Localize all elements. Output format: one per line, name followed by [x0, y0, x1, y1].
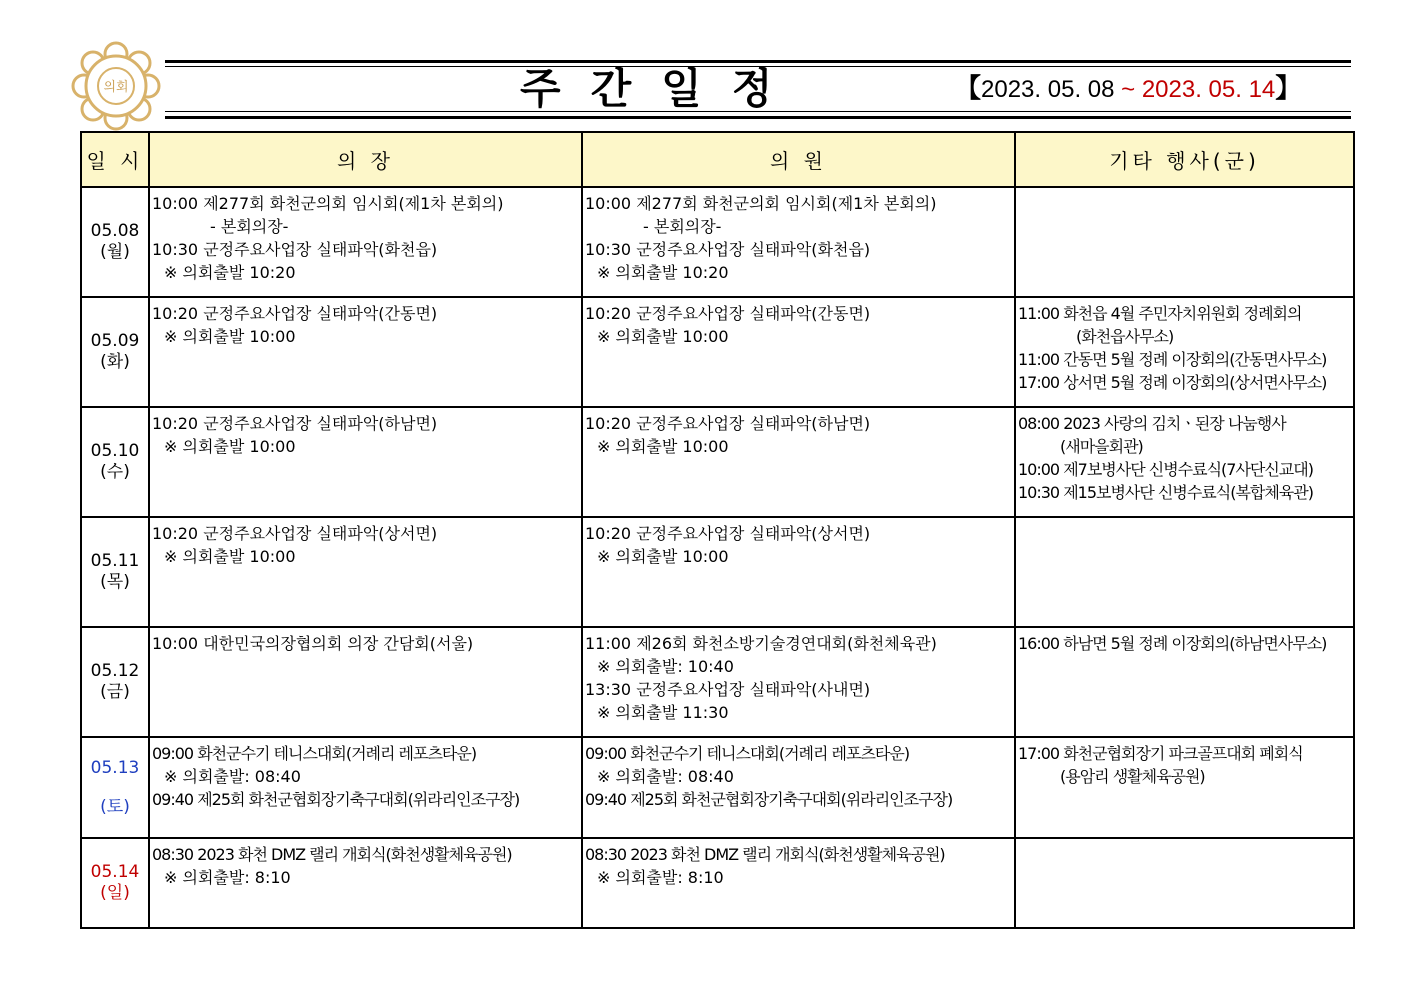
schedule-entry: 10:30 군정주요사업장 실태파악(화천읍)	[585, 240, 871, 259]
schedule-entry: 10:20 군정주요사업장 실태파악(하남면)	[152, 414, 438, 433]
date-cell	[81, 737, 149, 838]
schedule-entry: 08:30 2023 화천 DMZ 랠리 개회식(화천생활체육공원)	[585, 845, 945, 864]
council-emblem	[70, 40, 162, 132]
table-row	[81, 517, 1354, 627]
schedule-entry: 10:20 군정주요사업장 실태파악(상서면)	[585, 524, 871, 543]
weekday: (월)	[100, 242, 130, 262]
schedule-entry: 10:20 군정주요사업장 실태파악(간동면)	[585, 304, 871, 323]
other-cell	[1015, 838, 1354, 928]
schedule-entry: ※ 의회출발 10:00	[597, 437, 729, 456]
other-cell	[1015, 187, 1354, 297]
member-cell	[582, 627, 1015, 737]
table-row	[81, 297, 1354, 407]
schedule-entry: 10:00 대한민국의장협의회 의장 간담회(서울)	[152, 634, 474, 653]
weekday: (일)	[100, 883, 130, 903]
schedule-entry: ※ 의회출발 10:00	[164, 327, 296, 346]
schedule-entry: ※ 의회출발: 08:40	[597, 767, 734, 786]
date: 05.14	[90, 862, 140, 882]
column-header-date: 일 시	[81, 132, 149, 187]
table-row	[81, 737, 1354, 838]
chair-cell	[149, 517, 582, 627]
period-end: 2023. 05. 14	[1141, 76, 1276, 103]
schedule-entry: 09:40 제25회 화천군협회장기축구대회(위라리인조구장)	[585, 790, 953, 809]
schedule-entry: 10:00 제277회 화천군의회 임시회(제1차 본회의)	[585, 194, 937, 213]
date-cell	[81, 838, 149, 928]
table-row	[81, 187, 1354, 297]
chair-cell	[149, 407, 582, 517]
schedule-entry: 11:00 화천읍 4월 주민자치위원회 정례회의	[1018, 304, 1302, 323]
column-header-chair: 의 장	[149, 132, 582, 187]
emblem-text: 의회	[103, 80, 129, 95]
weekday: (금)	[100, 682, 130, 702]
schedule-entry: 10:20 군정주요사업장 실태파악(간동면)	[152, 304, 438, 323]
schedule-entry: 08:00 2023 사랑의 김치ㆍ된장 나눔행사	[1018, 414, 1286, 433]
page-title: 주간일정	[520, 64, 803, 113]
schedule-entry: 17:00 상서면 5월 정례 이장회의(상서면사무소)	[1018, 373, 1327, 392]
period-tilde: ~	[1114, 76, 1142, 103]
date-cell	[81, 297, 149, 407]
schedule-entry: (새마을회관)	[1060, 437, 1143, 456]
table-row	[81, 838, 1354, 928]
schedule-entry: 17:00 화천군협회장기 파크골프대회 폐회식	[1018, 744, 1303, 763]
weekday: (토)	[100, 796, 130, 817]
schedule-entry: ※ 의회출발 10:20	[164, 263, 296, 282]
schedule-entry: 10:30 군정주요사업장 실태파악(화천읍)	[152, 240, 438, 259]
member-cell	[582, 297, 1015, 407]
schedule-entry: 11:00 제26회 화천소방기술경연대회(화천체육관)	[585, 634, 937, 653]
chair-cell	[149, 627, 582, 737]
header-rule-bottom-thin	[165, 111, 1351, 112]
other-cell	[1015, 297, 1354, 407]
table-row	[81, 627, 1354, 737]
schedule-entry: 10:00 제277회 화천군의회 임시회(제1차 본회의)	[152, 194, 504, 213]
date: 05.10	[90, 441, 140, 461]
period-close-bracket: 】	[1275, 73, 1302, 103]
schedule-entry: 10:20 군정주요사업장 실태파악(상서면)	[152, 524, 438, 543]
schedule-entry: ※ 의회출발 10:00	[164, 547, 296, 566]
period-start: 2023. 05. 08	[981, 76, 1115, 103]
date-cell	[81, 627, 149, 737]
schedule-entry: ※ 의회출발 10:20	[597, 263, 729, 282]
schedule-entry: 09:00 화천군수기 테니스대회(거례리 레포츠타운)	[152, 744, 477, 763]
column-header-other: 기타 행사(군)	[1015, 132, 1354, 187]
date: 05.08	[90, 221, 140, 241]
chair-cell	[149, 838, 582, 928]
date-cell	[81, 407, 149, 517]
member-cell	[582, 407, 1015, 517]
schedule-entry: 09:40 제25회 화천군협회장기축구대회(위라리인조구장)	[152, 790, 520, 809]
weekday: (수)	[100, 462, 130, 482]
schedule-entry: 08:30 2023 화천 DMZ 랠리 개회식(화천생활체육공원)	[152, 845, 512, 864]
schedule-entry: 10:20 군정주요사업장 실태파악(하남면)	[585, 414, 871, 433]
schedule-entry: 16:00 하남면 5월 정례 이장회의(하남면사무소)	[1018, 634, 1327, 653]
member-cell	[582, 737, 1015, 838]
schedule-entry: - 본회의장-	[643, 217, 722, 236]
table-row	[81, 407, 1354, 517]
schedule-entry: (용암리 생활체육공원)	[1060, 767, 1205, 786]
schedule-entry: 10:00 제7보병사단 신병수료식(7사단신교대)	[1018, 460, 1313, 479]
date-cell	[81, 517, 149, 627]
schedule-entry: ※ 의회출발 10:00	[597, 547, 729, 566]
other-cell	[1015, 627, 1354, 737]
schedule-entry: (화천읍사무소)	[1076, 327, 1174, 346]
other-cell	[1015, 407, 1354, 517]
schedule-entry: ※ 의회출발 10:00	[164, 437, 296, 456]
schedule-entry: - 본회의장-	[210, 217, 289, 236]
schedule-entry: ※ 의회출발: 8:10	[164, 868, 291, 887]
chair-cell	[149, 187, 582, 297]
schedule-entry: ※ 의회출발: 8:10	[597, 868, 724, 887]
chair-cell	[149, 737, 582, 838]
schedule-entry: ※ 의회출발 11:30	[597, 703, 729, 722]
period-open-bracket: 【	[955, 73, 982, 103]
date: 05.09	[90, 331, 140, 351]
schedule-period	[955, 70, 1301, 106]
member-cell	[582, 517, 1015, 627]
schedule-entry: 11:00 간동면 5월 정례 이장회의(간동면사무소)	[1018, 350, 1327, 369]
date: 05.11	[90, 551, 140, 571]
column-header-member: 의 원	[582, 132, 1015, 187]
schedule-entry: 10:30 제15보병사단 신병수료식(복합체육관)	[1018, 483, 1313, 502]
weekly-schedule-table	[80, 131, 1355, 929]
member-cell	[582, 187, 1015, 297]
header-rule-top	[165, 60, 1351, 63]
schedule-entry: ※ 의회출발: 08:40	[164, 767, 301, 786]
schedule-entry: ※ 의회출발 10:00	[597, 327, 729, 346]
weekday: (화)	[100, 352, 130, 372]
table-header-row	[81, 132, 1354, 187]
date: 05.12	[90, 661, 140, 681]
other-cell	[1015, 517, 1354, 627]
date-cell	[81, 187, 149, 297]
other-cell	[1015, 737, 1354, 838]
header-rule-bottom	[165, 116, 1351, 119]
chair-cell	[149, 297, 582, 407]
weekday: (목)	[100, 572, 130, 592]
schedule-entry: 13:30 군정주요사업장 실태파악(사내면)	[585, 680, 871, 699]
schedule-entry: ※ 의회출발: 10:40	[597, 657, 734, 676]
date: 05.13	[90, 757, 140, 778]
schedule-entry: 09:00 화천군수기 테니스대회(거례리 레포츠타운)	[585, 744, 910, 763]
member-cell	[582, 838, 1015, 928]
